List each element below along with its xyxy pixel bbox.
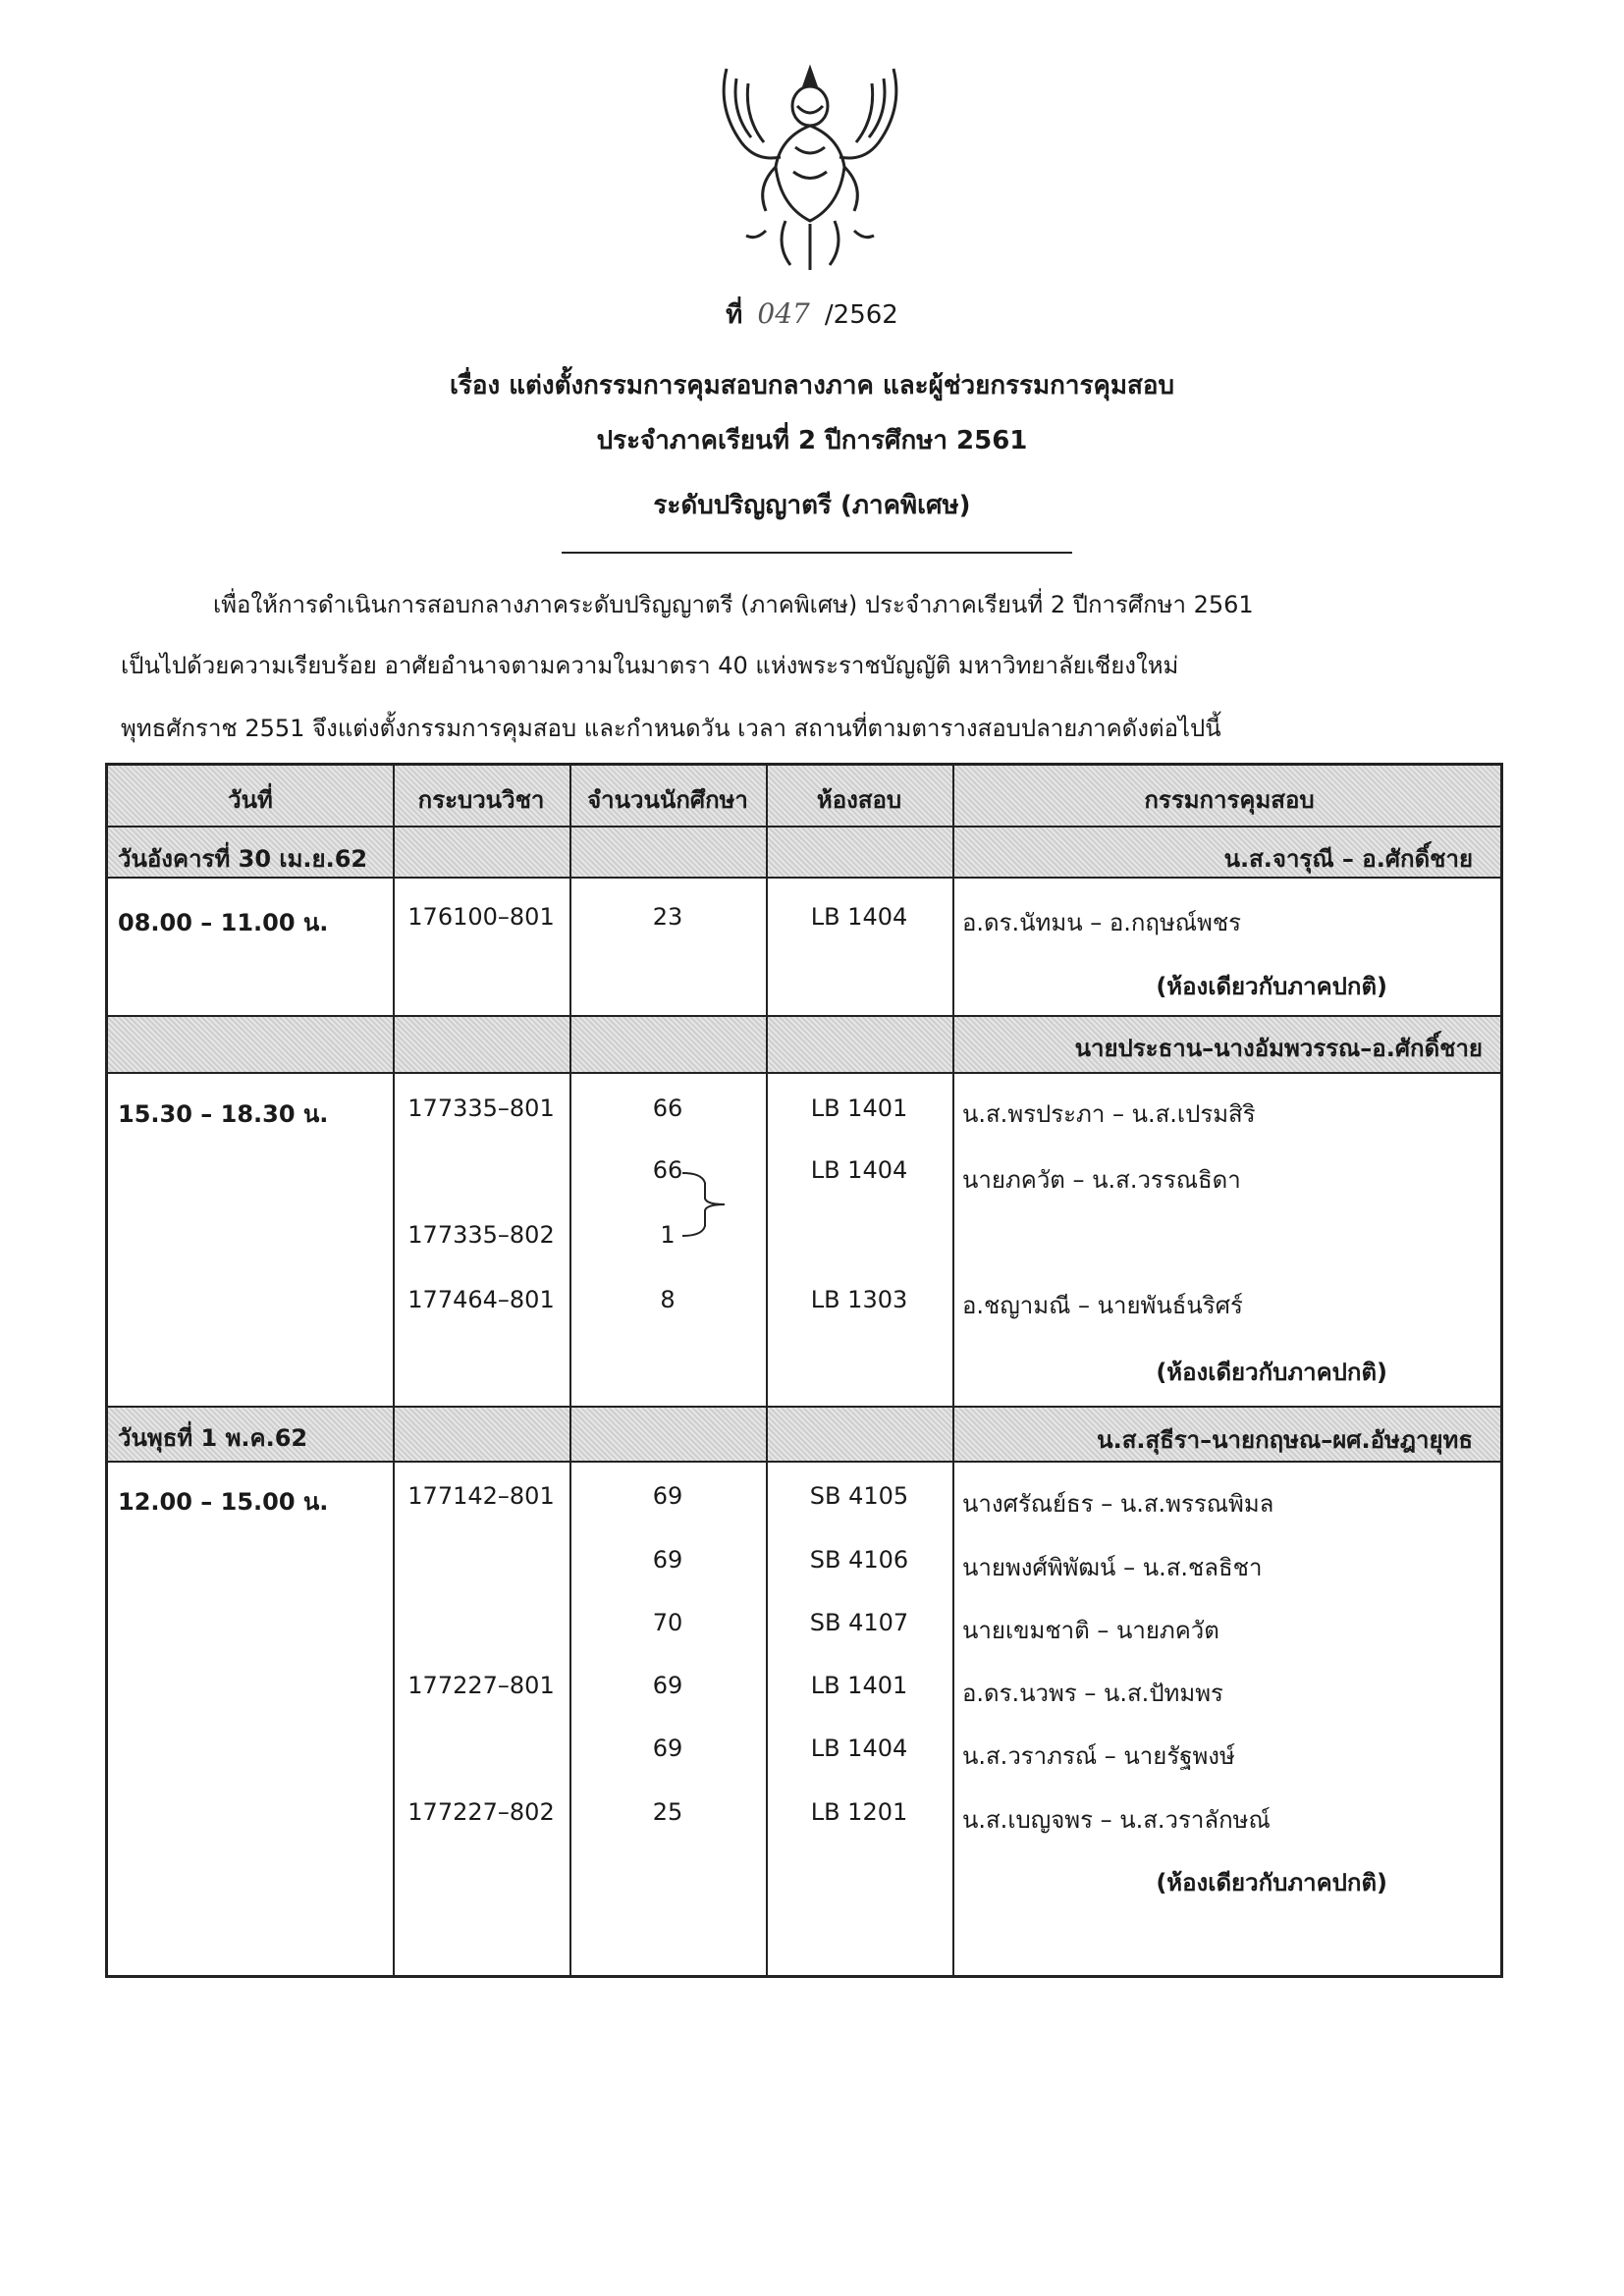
student-count: 69	[652, 1546, 683, 1574]
exam-room: SB 4106	[809, 1546, 909, 1574]
proctors: อ.ดร.นวพร – น.ส.ปัทมพร	[962, 1680, 1223, 1707]
course-code: 177464–801	[407, 1286, 555, 1313]
day1-session1-committee: น.ส.จารุณี – อ.ศักดิ์ชาย	[1223, 845, 1473, 873]
row-divider	[108, 1461, 1500, 1463]
day2-time: 12.00 – 15.00 น.	[118, 1488, 329, 1516]
col-divider	[393, 766, 395, 1975]
exam-room: LB 1303	[810, 1286, 908, 1313]
same-room-note: (ห้องเดียวกับภาคปกติ)	[1156, 1869, 1387, 1896]
proctors: อ.ชญามณี – นายพันธ์นริศร์	[962, 1292, 1243, 1319]
header-room: ห้องสอบ	[816, 786, 902, 814]
student-count: 66	[652, 1156, 683, 1184]
exam-room: SB 4105	[809, 1482, 909, 1510]
proctors: นางศรัณย์ธร – น.ส.พรรณพิมล	[962, 1490, 1274, 1518]
student-count: 69	[652, 1672, 683, 1699]
level-line: ระดับปริญญาตรี (ภาคพิเศษ)	[653, 491, 971, 520]
student-count: 70	[652, 1609, 683, 1636]
same-room-note: (ห้องเดียวกับภาคปกติ)	[1156, 973, 1387, 1000]
header-date: วันที่	[228, 786, 273, 814]
exam-room: LB 1404	[810, 1735, 908, 1762]
course-code: 177335–802	[407, 1221, 555, 1249]
exam-schedule-table	[105, 763, 1503, 1978]
student-count: 25	[652, 1798, 683, 1826]
exam-room: LB 1401	[810, 1095, 908, 1122]
doc-no-suffix: /2562	[824, 300, 898, 330]
proctors: นายภควัต – น.ส.วรรณธิดา	[962, 1166, 1241, 1194]
exam-room: SB 4107	[809, 1609, 909, 1636]
bracket-icon	[677, 1165, 736, 1244]
student-count: 69	[652, 1482, 683, 1510]
exam-room: LB 1404	[810, 1156, 908, 1184]
course-code: 176100–801	[407, 903, 555, 931]
proctors: อ.ดร.นัทมน – อ.กฤษณ์พชร	[962, 909, 1242, 936]
course-code: 177142–801	[407, 1482, 555, 1510]
course-code: 177335–801	[407, 1095, 555, 1122]
day2-committee: น.ส.สุธีรา–นายกฤษณ–ผศ.อัษฎายุทธ	[1097, 1426, 1473, 1454]
student-count: 23	[652, 903, 683, 931]
garuda-emblem-icon	[687, 49, 933, 285]
exam-room: LB 1201	[810, 1798, 908, 1826]
proctors: นายพงศ์พิพัฒน์ – น.ส.ชลธิชา	[962, 1554, 1263, 1581]
course-code: 177227–802	[407, 1798, 555, 1826]
day1-session2-committee: นายประธาน–นางอัมพวรรณ–อ.ศักดิ์ชาย	[1074, 1035, 1483, 1062]
header-course: กระบวนวิชา	[417, 786, 545, 814]
header-students: จำนวนนักศึกษา	[587, 786, 748, 814]
proctors: นายเขมชาติ – นายภควัต	[962, 1617, 1219, 1644]
exam-room: LB 1404	[810, 903, 908, 931]
doc-no-handwritten: 047	[757, 297, 810, 330]
document-number	[0, 294, 1624, 335]
row-divider	[108, 1072, 1500, 1074]
same-room-note: (ห้องเดียวกับภาคปกติ)	[1156, 1359, 1387, 1386]
row-divider	[108, 826, 1500, 828]
row-divider	[108, 1015, 1500, 1017]
proctors: น.ส.พรประภา – น.ส.เปรมสิริ	[962, 1100, 1256, 1128]
student-count: 69	[652, 1735, 683, 1762]
student-count: 66	[652, 1095, 683, 1122]
day1-session2-time: 15.30 – 18.30 น.	[118, 1100, 329, 1128]
col-divider	[952, 766, 954, 1975]
col-divider	[569, 766, 571, 1975]
proctors: น.ส.เบญจพร – น.ส.วราลักษณ์	[962, 1806, 1271, 1834]
semester-line: ประจำภาคเรียนที่ 2 ปีการศึกษา 2561	[596, 426, 1028, 455]
body-line-2: เป็นไปด้วยความเรียบร้อย อาศัยอำนาจตามความในมาตรา 40 แห่งพระราชบัญญัติ มหาวิทยาลัยเชียงใหม่	[121, 652, 1179, 679]
student-count: 1	[660, 1221, 676, 1249]
day1-session1-time: 08.00 – 11.00 น.	[118, 909, 329, 936]
subject-line: เรื่อง แต่งตั้งกรรมการคุมสอบกลางภาค และผู้ช่วยกรรมการคุมสอบ	[450, 371, 1174, 400]
row-divider	[108, 1406, 1500, 1408]
exam-room: LB 1401	[810, 1672, 908, 1699]
day2-date: วันพุธที่ 1 พ.ค.62	[118, 1424, 308, 1452]
header-proctors: กรรมการคุมสอบ	[1144, 786, 1315, 814]
title-divider	[562, 552, 1072, 554]
doc-no-prefix: ที่	[726, 300, 743, 330]
col-divider	[766, 766, 768, 1975]
proctors: น.ส.วราภรณ์ – นายรัฐพงษ์	[962, 1742, 1235, 1770]
body-line-3: พุทธศักราช 2551 จึงแต่งตั้งกรรมการคุมสอบ และกำหนดวัน เวลา สถานที่ตามตารางสอบปลายภาคดังต่อไปนี้	[121, 715, 1221, 742]
student-count: 8	[660, 1286, 676, 1313]
course-code: 177227–801	[407, 1672, 555, 1699]
day1-date: วันอังคารที่ 30 เม.ย.62	[118, 845, 368, 873]
body-line-1: เพื่อให้การดำเนินการสอบกลางภาคระดับปริญญาตรี (ภาคพิเศษ) ประจำภาคเรียนที่ 2 ปีการศึกษา 2561	[213, 591, 1254, 618]
